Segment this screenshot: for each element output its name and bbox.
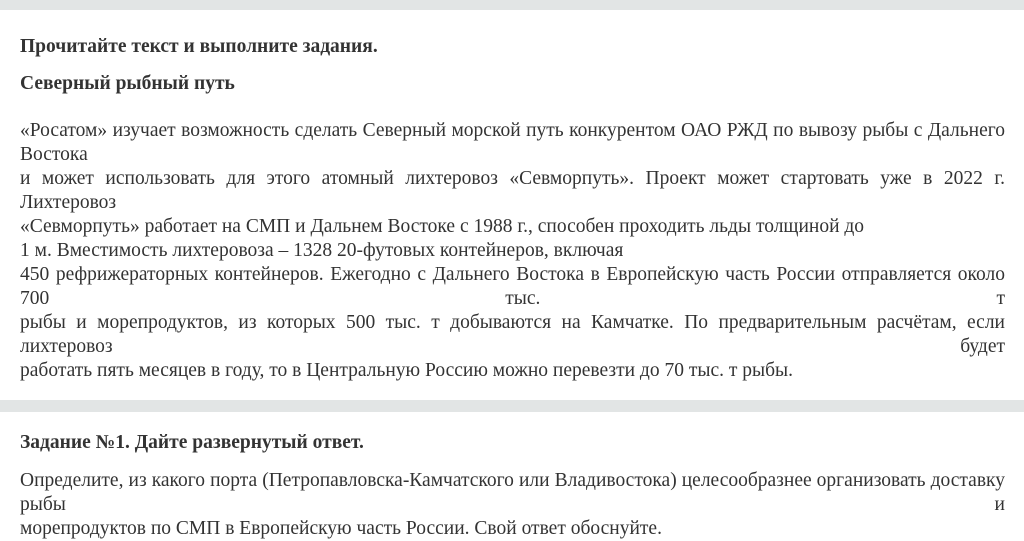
reading-text-line: рыбы и морепродуктов, из которых 500 тыс. т добываются на Камчатке. По предварительным расчётам, если лихтеровоз будет [20, 312, 1005, 357]
task-question-line: Определите, из какого порта (Петропавловска-Камчатского или Владивостока) целесообразнее организовать доставку рыбы и [20, 470, 1005, 515]
reading-text-line: работать пять месяцев в году, то в Центральную Россию можно перевезти до 70 тыс. т рыбы. [20, 360, 794, 381]
task-section [0, 431, 1024, 541]
reading-text-title: Северный рыбный путь [20, 73, 235, 94]
reading-text-line: 450 рефрижераторных контейнеров. Ежегодно с Дальнего Востока в Европейскую часть России отправляется около 700 тыс. т [20, 264, 1005, 309]
section-divider-bar [0, 400, 1024, 412]
reading-text-line: «Севморпуть» работает на СМП и Дальнем Востоке с 1988 г., способен проходить льды толщиной до [20, 216, 865, 237]
task-question-line: морепродуктов по СМП в Европейскую часть России. Свой ответ обоснуйте. [20, 518, 662, 539]
instruction-heading: Прочитайте текст и выполните задания. [20, 36, 378, 57]
reading-text-paragraph [20, 119, 1005, 383]
reading-text-line: «Росатом» изучает возможность сделать Северный морской путь конкурентом ОАО РЖД по вывозу рыбы с Дальнего Востока [20, 120, 1005, 165]
reading-section [0, 35, 1024, 383]
top-divider-bar [0, 0, 1024, 10]
task-question-paragraph [20, 469, 1005, 541]
reading-text-line: и может использовать для этого атомный лихтеровоз «Севморпуть». Проект может стартовать уже в 2022 г. Лихтеровоз [20, 168, 1005, 213]
task-heading: Задание №1. Дайте развернутый ответ. [20, 432, 364, 453]
reading-text-line: 1 м. Вместимость лихтеровоза – 1328 20-футовых контейнеров, включая [20, 240, 624, 261]
